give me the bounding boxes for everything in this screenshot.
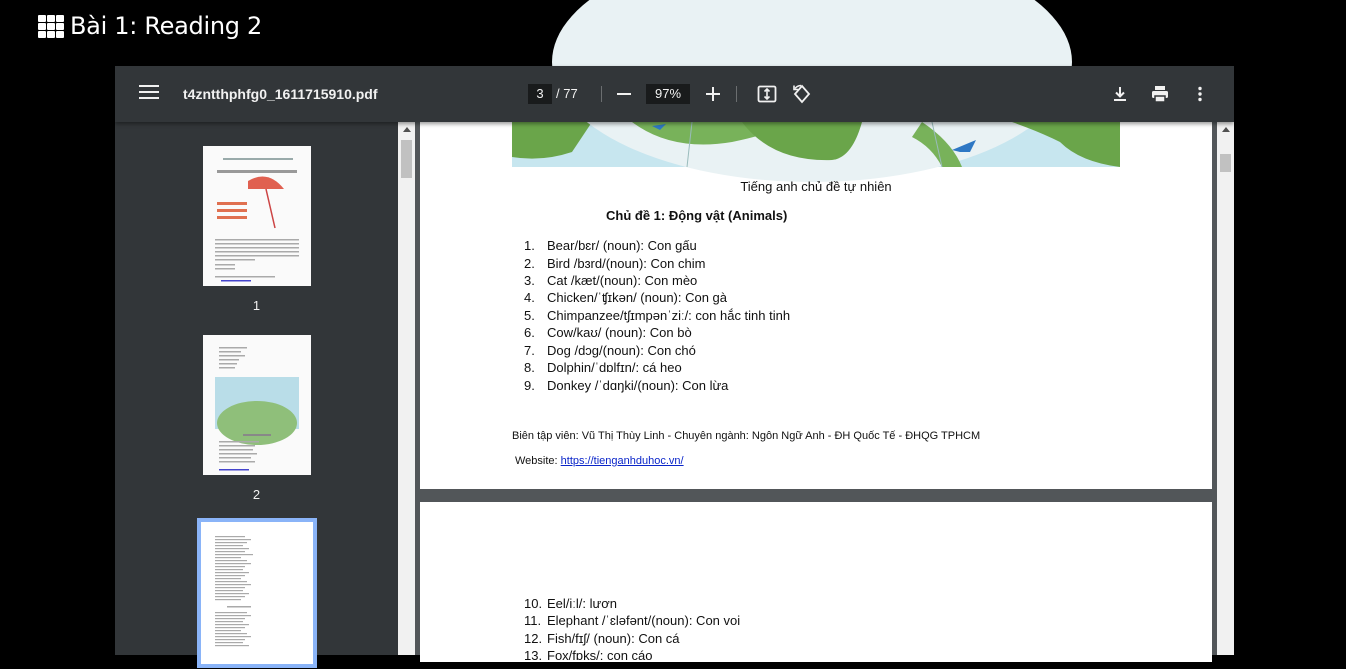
page-title: Bài 1: Reading 2 <box>70 12 262 40</box>
apps-grid-icon[interactable] <box>38 15 64 39</box>
menu-icon[interactable] <box>139 85 159 103</box>
list-item: 10. Eel/iːl/: lươn <box>524 596 617 611</box>
page-thumbnail-selected[interactable] <box>197 518 317 668</box>
page-total: / 77 <box>556 86 578 101</box>
zoom-level-input[interactable]: 97% <box>646 84 690 104</box>
more-vert-icon[interactable] <box>1188 82 1212 106</box>
download-icon[interactable] <box>1108 82 1132 106</box>
fit-page-icon[interactable] <box>755 82 779 106</box>
list-item: 9. Donkey /ˈdɑŋki/(noun): Con lừa <box>524 378 729 393</box>
list-item: 3. Cat /kæt/(noun): Con mèo <box>524 273 698 288</box>
list-item: 6. Cow/kaʊ/ (noun): Con bò <box>524 325 692 340</box>
page-thumbnail[interactable] <box>203 146 311 286</box>
list-item: 4. Chicken/ˈʧɪkən/ (noun): Con gà <box>524 290 728 305</box>
list-item: 11. Elephant /ˈɛləfənt/(noun): Con voi <box>524 613 741 628</box>
website-label: Website: <box>515 455 558 467</box>
pdf-page <box>420 502 1212 662</box>
list-item: 1. Bear/bɛr/ (noun): Con gấu <box>524 238 697 253</box>
list-item: 13. Fox/fɒks/: con cáo <box>524 648 653 663</box>
thumbnail-sidebar <box>115 122 398 655</box>
zoom-in-icon[interactable] <box>706 87 720 101</box>
page-thumbnail[interactable] <box>203 335 311 475</box>
section-heading: Chủ đề 1: Động vật (Animals) <box>606 208 788 223</box>
globe-illustration <box>512 122 1120 167</box>
thumbnail-label: 2 <box>252 487 261 502</box>
list-item: 5. Chimpanzee/tʃɪmpənˈziː/: con hắc tinh tinh <box>524 308 791 323</box>
website-link[interactable]: https://tienganhduhoc.vn/ <box>560 455 684 467</box>
editor-credit: Biên tập viên: Vũ Thị Thùy Linh - Chuyên ngành: Ngôn Ngữ Anh - ĐH Quốc Tế - ĐHQG TPHCM <box>512 430 981 442</box>
scroll-up-arrow-icon[interactable] <box>1222 127 1230 132</box>
document-scrollbar[interactable] <box>1217 122 1234 655</box>
scroll-up-arrow-icon[interactable] <box>403 127 411 132</box>
thumbnail-label: 1 <box>252 298 261 313</box>
toolbar-divider <box>736 86 737 102</box>
file-name: t4zntthphfg0_1611715910.pdf <box>183 86 378 102</box>
pdf-viewer <box>115 66 1234 663</box>
pdf-toolbar <box>115 66 1234 122</box>
website-line <box>515 455 684 467</box>
list-item: 8. Dolphin/ˈdɒlfɪn/: cá heo <box>524 360 682 375</box>
list-item: 2. Bird /bɜrd/(noun): Con chim <box>524 256 706 271</box>
sidebar-scroll-thumb[interactable] <box>401 140 412 178</box>
sidebar-scrollbar[interactable] <box>398 122 415 655</box>
print-icon[interactable] <box>1148 82 1172 106</box>
zoom-out-icon[interactable] <box>617 93 631 95</box>
page-number-input[interactable]: 3 <box>528 84 552 104</box>
pdf-page <box>420 122 1212 489</box>
document-subtitle: Tiếng anh chủ đề tự nhiên <box>740 179 892 194</box>
document-scroll-thumb[interactable] <box>1220 154 1231 172</box>
list-item: 7. Dog /dɔg/(noun): Con chó <box>524 343 696 358</box>
rotate-icon[interactable] <box>790 82 814 106</box>
toolbar-divider <box>601 86 602 102</box>
list-item: 12. Fish/fɪʃ/ (noun): Con cá <box>524 631 680 646</box>
